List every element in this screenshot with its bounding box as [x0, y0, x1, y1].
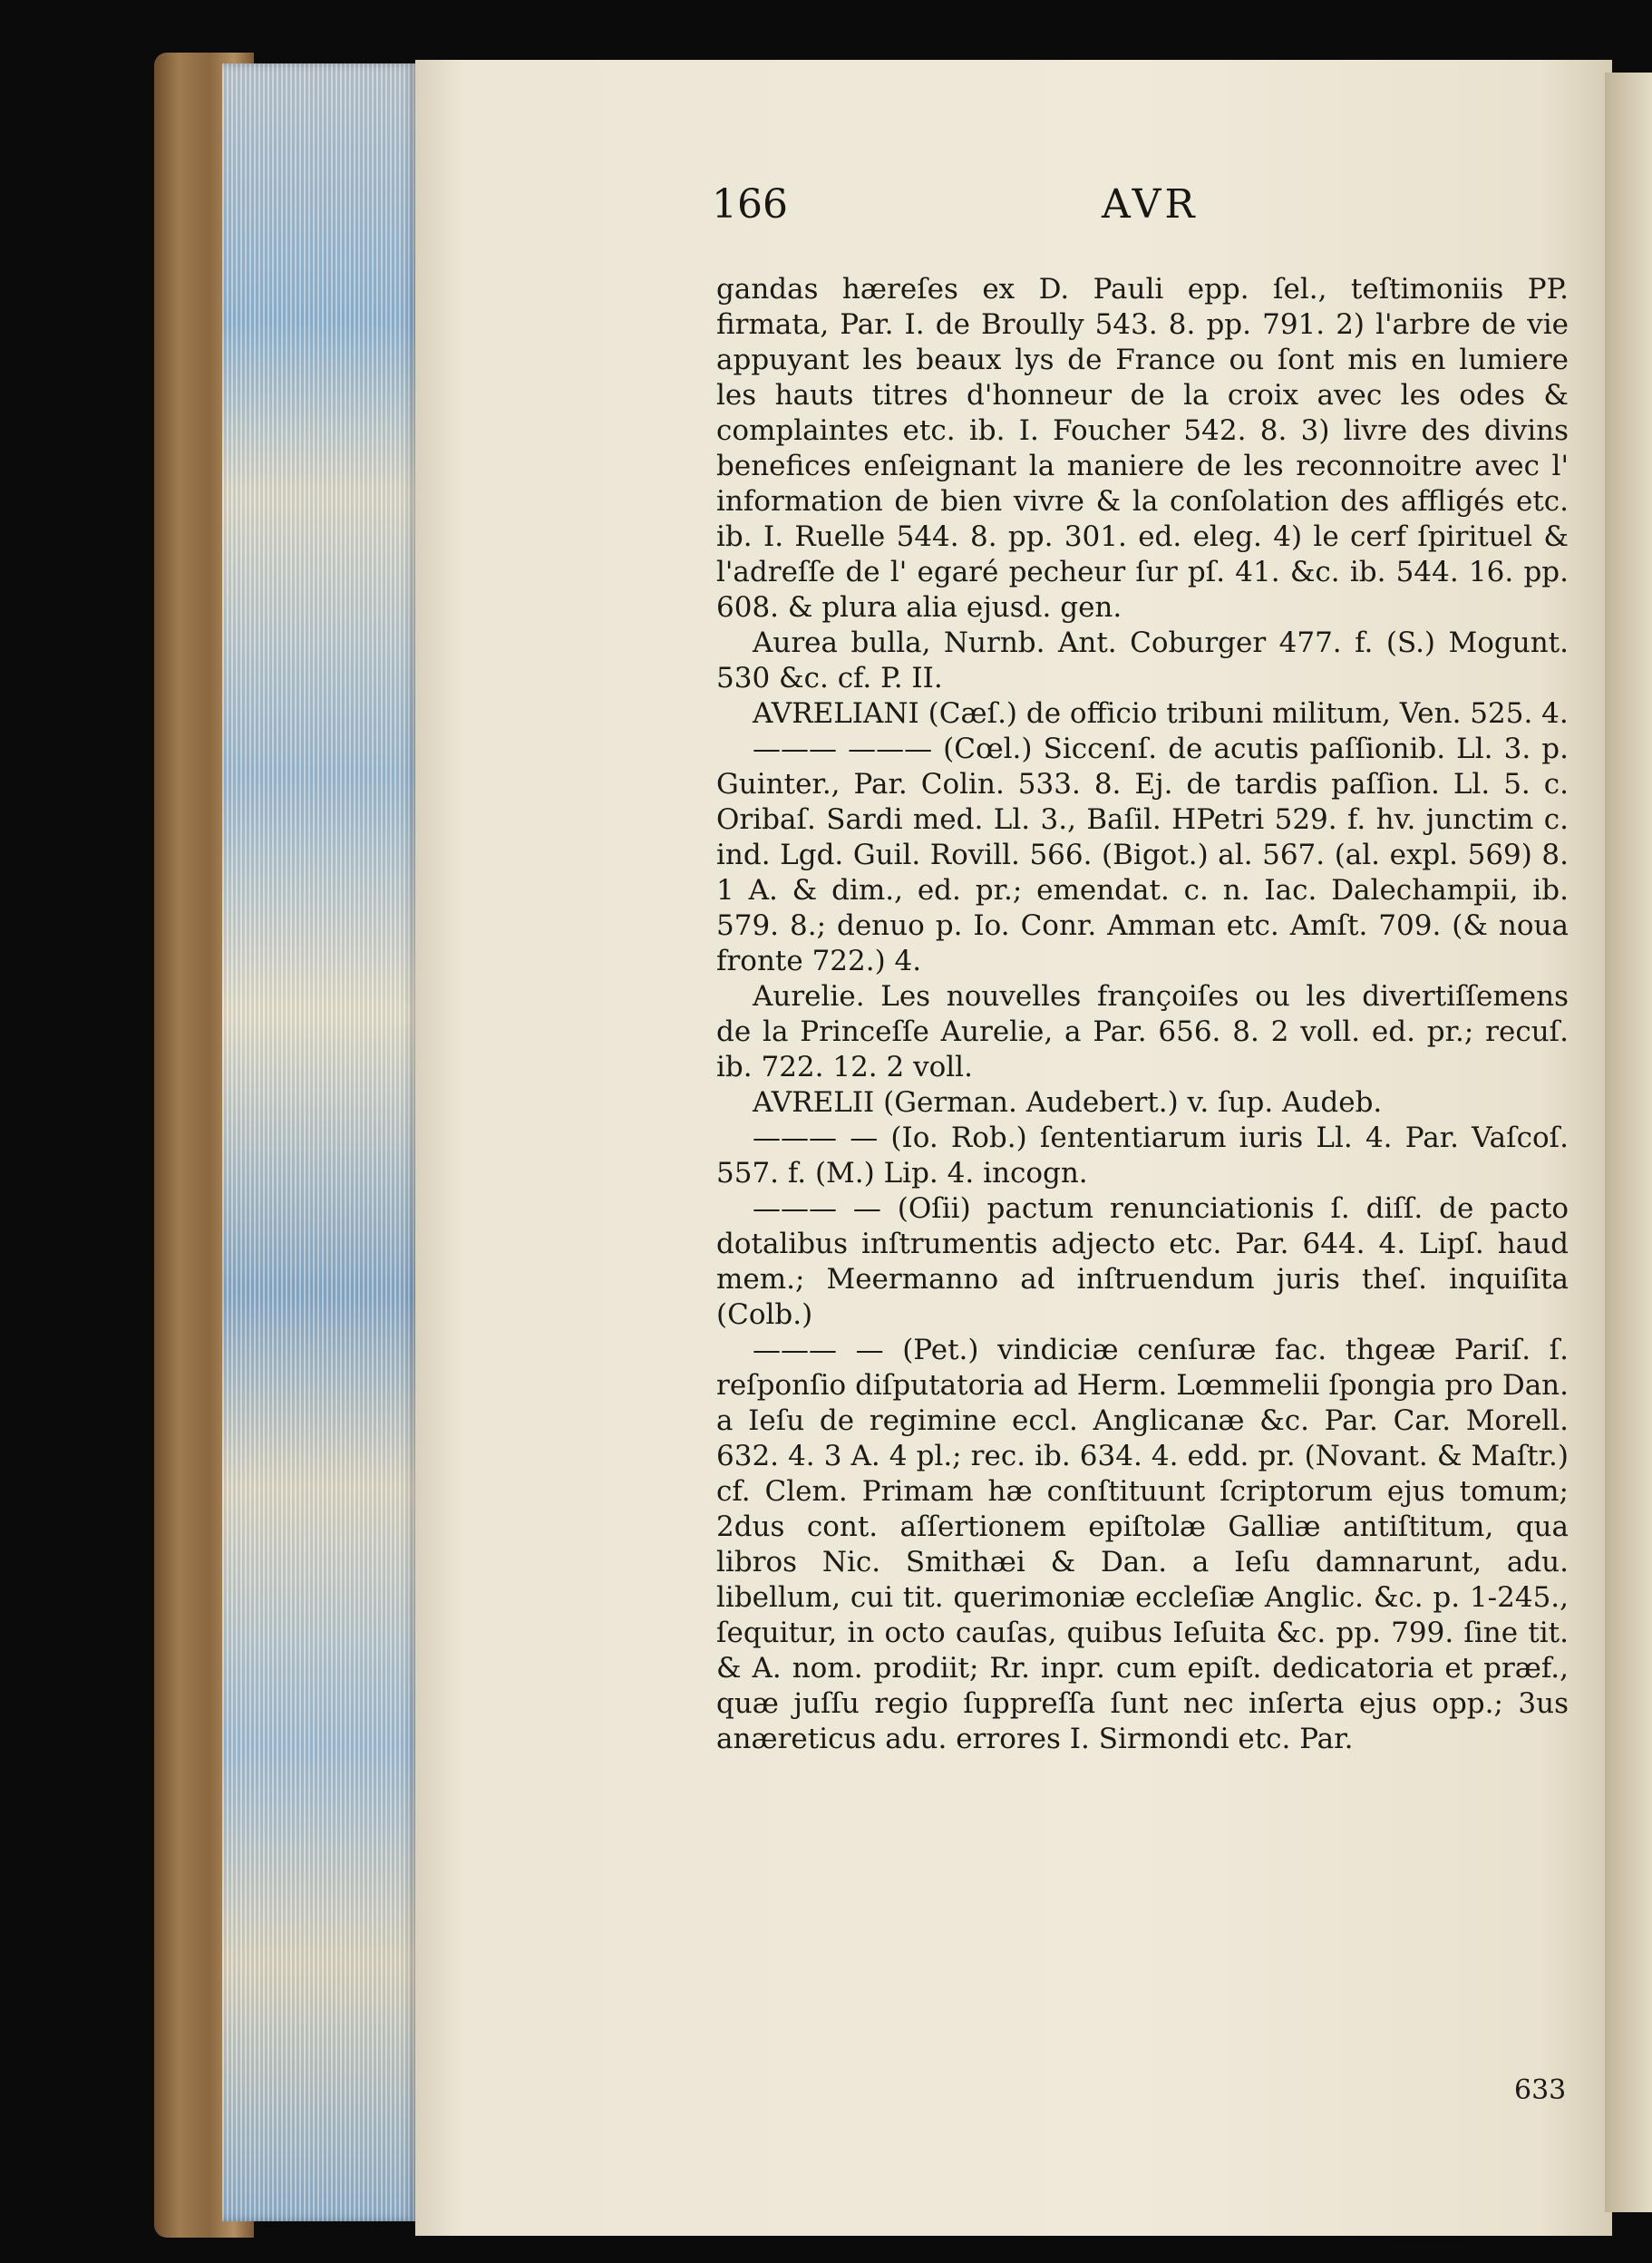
entry-aureliani-coel: ——— ——— (Cœl.) Siccenſ. de acutis paſſionib. Ll. 3. p. Guinter., Par. Colin. 533. 8. Ej. de tardis paſſion. Ll. 5. c. Oribaſ. Sardi med. Ll. 3., Baſil. HPetri 529. f. hv. junctim c. ind. Lgd. Guil. Rovill. 566. (Bigot.) al. 567. (al. expl. 569) 8. 1 A. & dim., ed. pr.; emendat. c. n. Iac. Dalechampii, ib. 579. 8.; denuo p. Io. Conr. Amman etc. Amſt. 709. (& noua fronte 722.) 4.: [716, 733, 1569, 977]
entry-aurelii-german: AVRELII (German. Audebert.) v. ſup. Audeb.: [753, 1086, 1383, 1119]
entry-aurelii-pet: ——— — (Pet.) vindiciæ cenſuræ fac. thgeæ Pariſ. ſ. reſponſio diſputatoria ad Herm. Lœmmelii ſpongia pro Dan. a Ieſu de regimine eccl. Anglicanæ &c. Par. Car. Morell. 632. 4. 3 A. 4 pl.; rec. ib. 634. 4. edd. pr. (Novant. & Maſtr.) cf. Clem. Primam hæ conſtituunt ſcriptorum ejus tomum; 2dus cont. aſſertionem epiſtolæ Galliæ antiſtitum, qua libros Nic. Smithæi & Dan. a Ieſu damnarunt, adu. libellum, cui tit. querimoniæ eccleſiæ Anglic. &c. p. 1-245., ſequitur, in octo cauſas, quibus Ieſuita &c. pp. 799. ſine tit. & A. nom. prodiit; Rr. inpr. cum epiſt. dedicatoria et præf., quæ juſſu regio ſuppreſſa ſunt nec inſerta ejus opp.; 3us anæreticus adu. errores I. Sirmondi etc. Par.: [716, 1334, 1569, 1755]
catchword: 633: [1514, 2074, 1567, 2106]
page-edges-marbled: [222, 63, 417, 2221]
running-head: AVR: [1102, 181, 1199, 228]
entry-aureliani-caes: AVRELIANI (Cæſ.) de officio tribuni militum, Ven. 525. 4.: [753, 697, 1569, 730]
entry-aurelii-io-rob: ——— — (Io. Rob.) ſententiarum iuris Ll. 4. Par. Vaſcoſ. 557. f. (M.) Lip. 4. incogn.: [716, 1122, 1569, 1190]
entry-aurea-bulla: Aurea bulla, Nurnb. Ant. Coburger 477. f. (S.) Mogunt. 530 &c. cf. P. II.: [716, 626, 1569, 694]
page-number: 166: [712, 181, 788, 228]
page-body: [716, 272, 1569, 1757]
entry-aurelii-osii: ——— — (Oſii) pactum renunciationis ſ. diſſ. de pacto dotalibus inſtrumentis adjecto etc. Par. 644. 4. Lipſ. haud mem.; Meermanno ad inſtruendum juris theſ. inquiſita (Colb.): [716, 1192, 1569, 1331]
facing-page-edge: [1605, 73, 1652, 2212]
paragraph-continuation: gandas hæreſes ex D. Pauli epp. ſel., teſtimoniis PP. firmata, Par. I. de Broully 543. 8. pp. 791. 2) l'arbre de vie appuyant les beaux lys de France ou ſont mis en lumiere les hauts titres d'honneur de la croix avec les odes & complaintes etc. ib. I. Foucher 542. 8. 3) livre des divins benefices enſeignant la maniere de les reconnoitre avec l' information de bien vivre & la conſolation des affligés etc. ib. I. Ruelle 544. 8. pp. 301. ed. eleg. 4) le cerf ſpirituel & l'adreſſe de l' egaré pecheur ſur pſ. 41. &c. ib. 544. 16. pp. 608. & plura alia ejusd. gen.: [716, 273, 1569, 624]
page-header: [712, 181, 1582, 236]
entry-aurelie: Aurelie. Les nouvelles françoiſes ou les divertiſſemens de la Princeſſe Aurelie, a Par. 656. 8. 2 voll. ed. pr.; recuſ. ib. 722. 12. 2 voll.: [716, 980, 1569, 1083]
